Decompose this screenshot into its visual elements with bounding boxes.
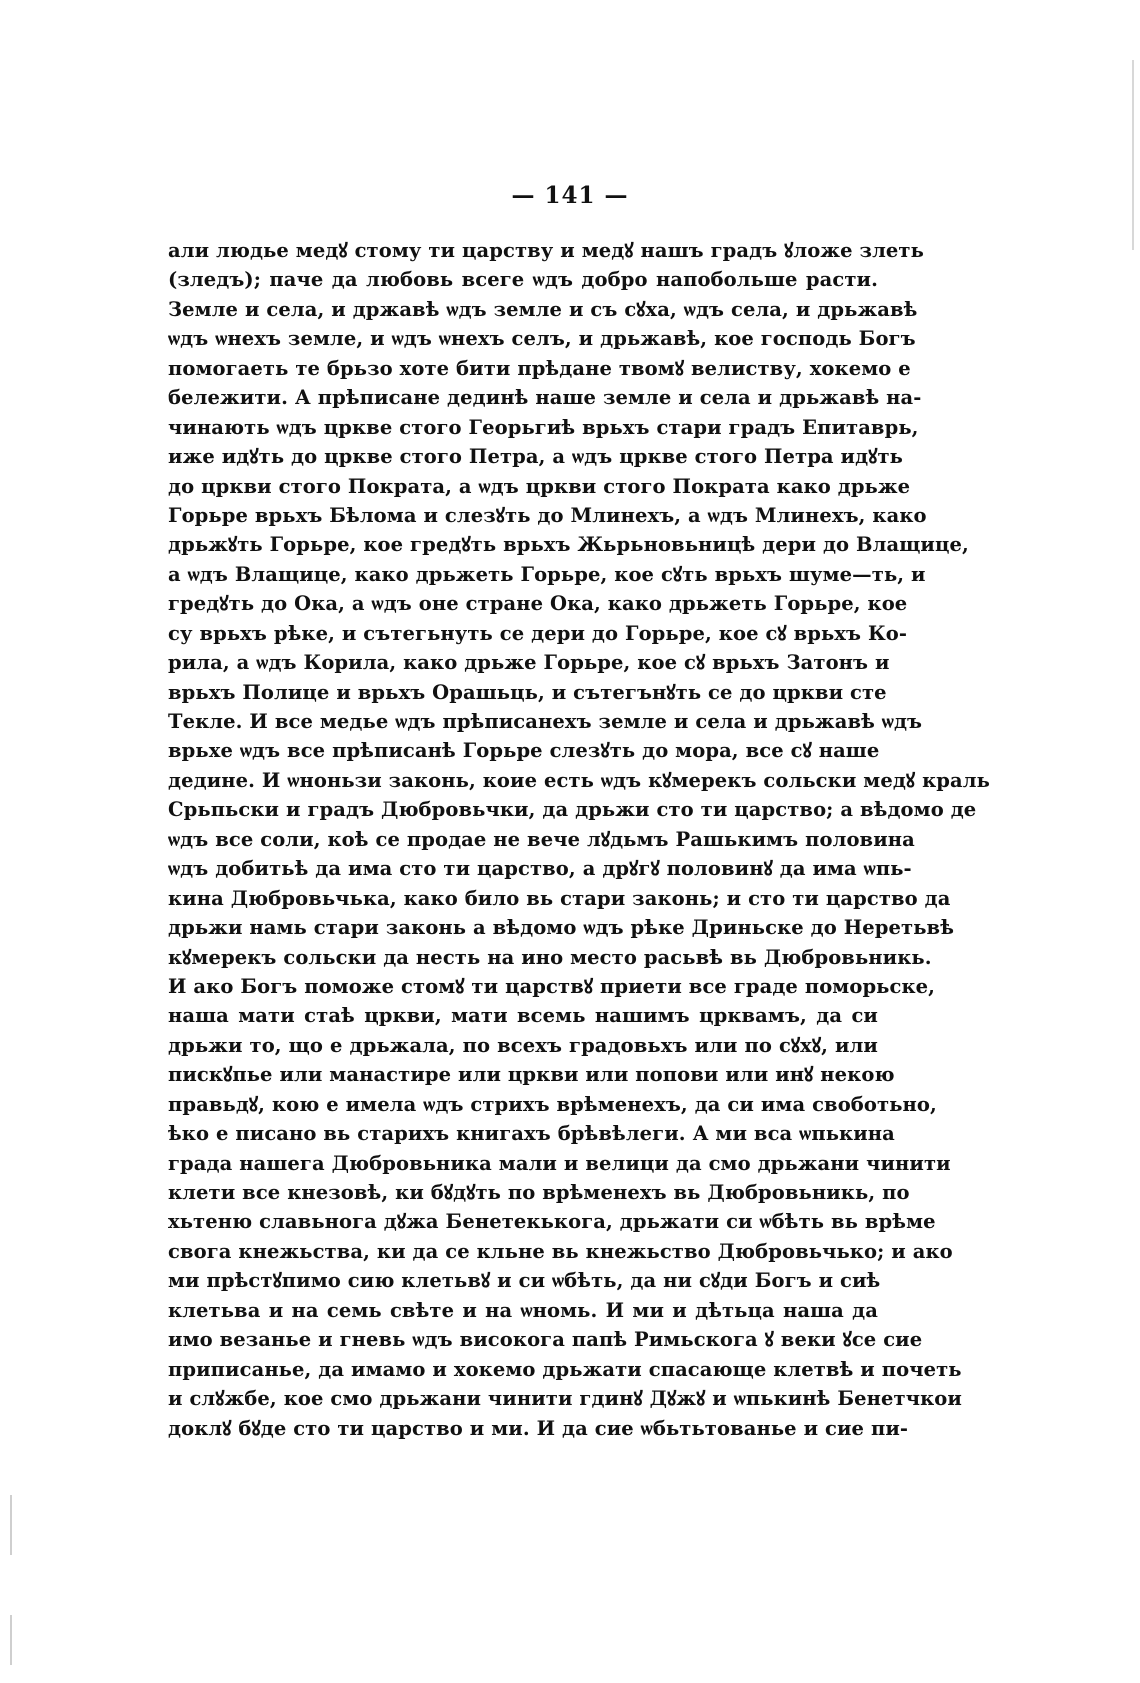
text-line: су врьхъ рѣке, и сътегьнуть се дери до Горьре, кое сꙋ врьхъ Ко-	[168, 621, 908, 645]
body-text	[168, 236, 990, 1443]
text-line: (зледъ); паче да любовь всеге ѡдъ добро напобольше расти.	[168, 268, 878, 292]
text-line: доклꙋ бꙋде сто ти царство и ми. И да сие ѡбьтьтованье и сие пи-	[168, 1416, 909, 1440]
text-line: дрьжꙋть Горьре, кое гредꙋть врьхъ Жьрьновьницѣ дери до Влащице,	[168, 533, 969, 557]
text-line: клети все кнезовѣ, ки бꙋдꙋть по врѣменехъ вь Дюбровьникь, по	[168, 1181, 910, 1204]
text-line: дрьжи намь стари законь а вѣдомо ѡдъ рѣке Дриньске до Неретьвѣ	[168, 916, 955, 940]
text-line: Земле и села, и државѣ ѡдъ земле и съ сꙋха, ѡдъ села, и дрьжавѣ	[168, 297, 918, 321]
scan-edge-line	[10, 1615, 12, 1665]
text-line: и слꙋжбе, кое смо дрьжани чинити гдинꙋ Дꙋжꙋ и ѡпькинѣ Бенетчкои	[168, 1387, 962, 1411]
text-line: до цркви стого Пократа, а ѡдъ цркви стого Пократа како дрьже	[168, 474, 911, 498]
text-line: гредꙋть до Ока, а ѡдъ оне стране Ока, како дрьжеть Горьре, кое	[168, 592, 908, 616]
text-line: свога кнежьства, ки да се кльне вь кнежьство Дюбровьчько; и ако	[168, 1239, 953, 1263]
text-line: чинають ѡдъ цркве стого Георьгиѣ врьхъ стари градъ Епитаврь,	[168, 415, 919, 439]
page-number: — 141 —	[511, 182, 629, 209]
text-line: Текле. И все медье ѡдъ прѣписанехъ земле и села и дрьжавѣ ѡдъ	[168, 710, 923, 733]
scan-edge-line	[10, 1495, 12, 1555]
text-line: ѡдъ добитьѣ да има сто ти царство, а дрꙋгꙋ половинꙋ да има ѡпь-	[168, 857, 912, 881]
text-line: имо везанье и гневь ѡдъ високога папѣ Римьскога ꙋ веки ꙋсе сие	[168, 1328, 923, 1352]
text-line: пискꙋпье или манастире или цркви или попови или инꙋ некою	[168, 1063, 895, 1087]
text-line: хьтеню славьнога дꙋжа Бенетекькога, дрьжати си ѡбѣть вь врѣме	[168, 1210, 936, 1234]
text-line: И ако Богъ поможе стомꙋ ти царствꙋ приети все граде поморьске,	[168, 974, 936, 998]
text-line: ми прѣстꙋпимо сию клетьвꙋ и си ѡбѣть, да ни сꙋди Богъ и сиѣ	[168, 1269, 881, 1293]
text-line: ѡдъ все соли, коѣ се продае не вече лꙋдьмъ Рашькимъ половина	[168, 827, 915, 851]
text-line: Срьпьски и градъ Дюбровьчки, да дрьжи сто ти царство; а вѣдомо де	[168, 798, 977, 822]
text-line: али людье медꙋ стому ти царству и медꙋ нашъ градъ ꙋложе злеть	[168, 239, 924, 262]
text-line: града нашега Дюбровьника мали и велици да смо дрьжани чинити	[168, 1151, 951, 1175]
text-line: помогаеть те брьзо хоте бити прѣдане твомꙋ велиству, хокемо е	[168, 356, 911, 380]
text-line: дедине. И ѡноньзи законь, коие есть ѡдъ кꙋмерекъ сольски медꙋ краль	[168, 768, 990, 792]
text-line: приписанье, да имамо и хокемо дрьжати спасающе клетвѣ и почеть	[168, 1357, 962, 1381]
text-line: наша мати стаѣ цркви, мати всемь нашимъ црквамъ, да си	[168, 1004, 878, 1028]
text-line: дрьжи то, що е дрьжала, по всехъ градовьхъ или по сꙋхꙋ, или	[168, 1033, 878, 1057]
scan-edge-line	[1132, 60, 1134, 250]
text-line: ѡдъ ѡнехъ земле, и ѡдъ ѡнехъ селъ, и дрьжавѣ, кое господь Богъ	[168, 327, 916, 351]
text-line: правьдꙋ, кою е имела ѡдъ стрихъ врѣменехъ, да си има свобoтьно,	[168, 1092, 937, 1116]
text-line: врьхъ Полице и врьхъ Орашьць, и сътегънꙋть се до цркви сте	[168, 680, 887, 704]
text-line: Горьре врьхъ Бѣлома и слезꙋть до Млинехъ, а ѡдъ Млинехъ, како	[168, 503, 927, 527]
text-line: рила, а ѡдъ Корила, како дрьже Горьре, кое сꙋ врьхъ Затонъ и	[168, 651, 890, 675]
text-line: а ѡдъ Влащице, како дрьжеть Горьре, кое сꙋть врьхъ шуме—ть, и	[168, 562, 926, 586]
text-line: кина Дюбровьчька, како било вь стари законь; и сто ти царство да	[168, 886, 951, 910]
text-line: клетьва и на семь свѣте и на ѡномь. И ми и дѣтьца наша да	[168, 1298, 878, 1322]
text-line: бележити. А прѣписане дединѣ наше земле и села и дрьжавѣ на-	[168, 386, 922, 410]
text-line: кꙋмерекъ сольски да несть на ино место расьвѣ вь Дюбровьникь.	[168, 945, 932, 969]
text-line: иже идꙋть до цркве стого Петра, а ѡдъ цркве стого Петра идꙋть	[168, 445, 903, 469]
text-line: ѣко е писано вь старихъ книгахъ брѣвѣлеги. А ми вса ѡпькина	[168, 1122, 895, 1146]
text-line: врьхе ѡдъ все прѣписанѣ Горьре слезꙋть до мора, все сꙋ наше	[168, 739, 880, 763]
